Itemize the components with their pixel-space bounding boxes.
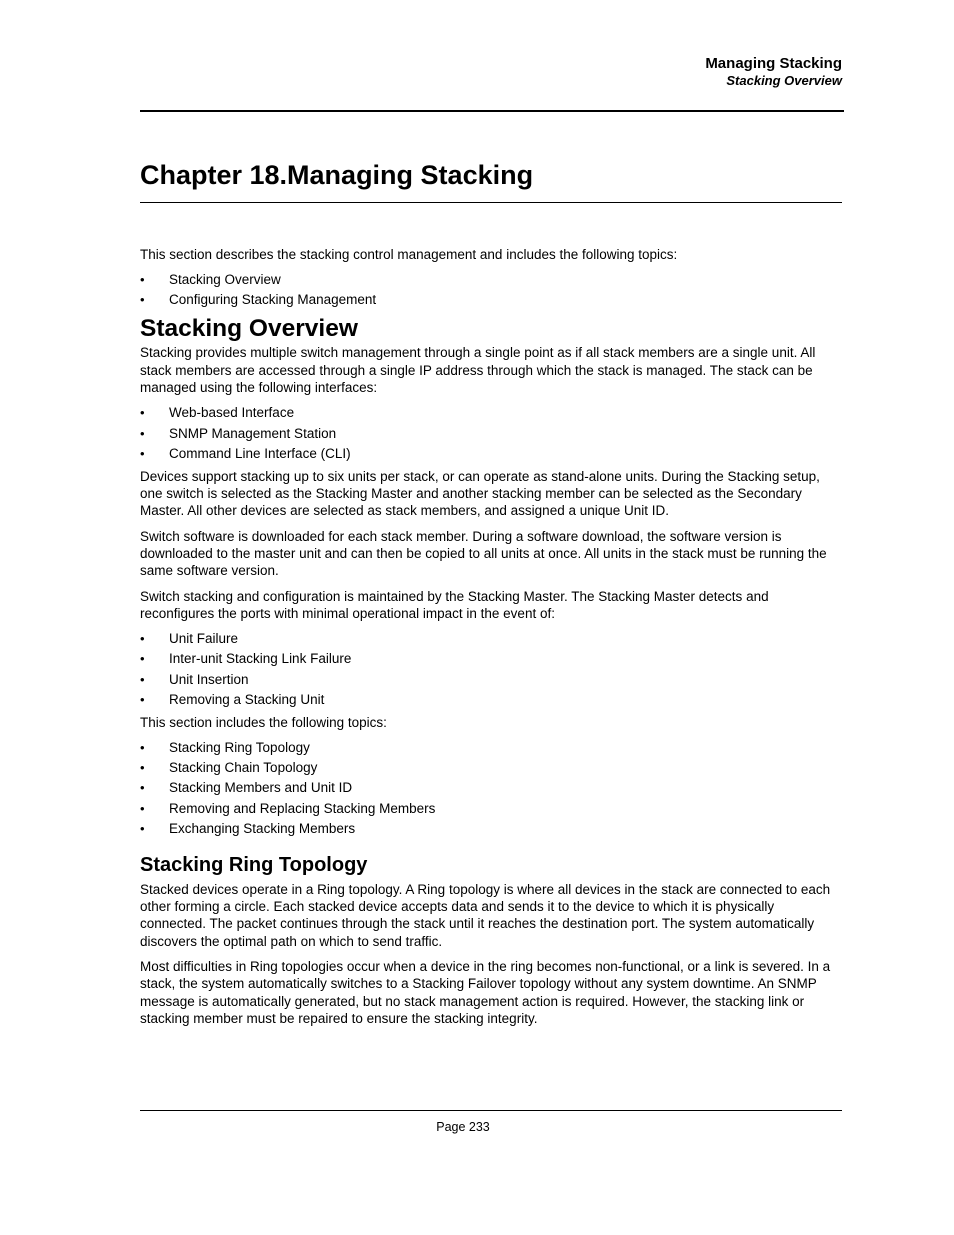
bullet-icon: • bbox=[140, 671, 145, 687]
events-list bbox=[140, 630, 842, 708]
ring-paragraph-1: Stacked devices operate in a Ring topology. A Ring topology is where all devices in the stack are connected to each other forming a circle. Each stacked device accepts data and sends it to the device to which it is physically connected. The packet continues through the stack until it reaches the destination port. The system automatically discovers the optimal path on which to send traffic. bbox=[140, 881, 831, 949]
chapter-title: Chapter 18.Managing Stacking bbox=[140, 160, 534, 190]
list-item bbox=[140, 425, 842, 442]
overview-paragraph-5: This section includes the following topics: bbox=[140, 714, 387, 730]
list-item-text: Stacking Members and Unit ID bbox=[169, 780, 353, 796]
bullet-icon: • bbox=[140, 760, 145, 776]
list-item-text: Inter-unit Stacking Link Failure bbox=[169, 651, 352, 667]
list-item bbox=[140, 800, 842, 817]
list-item-text: Unit Failure bbox=[169, 631, 239, 647]
bullet-icon: • bbox=[140, 292, 145, 308]
list-item bbox=[140, 739, 842, 756]
bullet-icon: • bbox=[140, 820, 145, 836]
bullet-icon: • bbox=[140, 272, 145, 288]
section-heading-ring-topology: Stacking Ring Topology bbox=[140, 853, 368, 876]
ring-paragraph-2: Most difficulties in Ring topologies occur when a device in the ring becomes non-functional, or a link is severed. In a stack, the system automatically switches to a Stacking Failover topology without any system downtime. An SNMP message is automatically generated, but no stack management action is required. However, the stacking link or stacking member must be repaired to ensure the stacking integrity. bbox=[140, 958, 831, 1026]
list-item bbox=[140, 671, 842, 688]
list-item-text: Command Line Interface (CLI) bbox=[169, 445, 351, 461]
list-item bbox=[140, 271, 842, 288]
list-item-text: Configuring Stacking Management bbox=[169, 292, 377, 308]
list-item bbox=[140, 650, 842, 667]
list-item-text: Removing and Replacing Stacking Members bbox=[169, 800, 436, 816]
running-header-title: Managing Stacking bbox=[705, 55, 842, 72]
bullet-icon: • bbox=[140, 651, 145, 667]
overview-paragraph-2: Devices support stacking up to six units per stack, or can operate as stand-alone units. During the Stacking setup, one switch is selected as the Stacking Master and another stacking member can be selected as the Secondary Master. All other devices are selected as stack members, and assigned a unique Unit ID. bbox=[140, 468, 820, 519]
bullet-icon: • bbox=[140, 631, 145, 647]
list-item bbox=[140, 291, 842, 308]
main-content bbox=[140, 246, 842, 1035]
bullet-icon: • bbox=[140, 739, 145, 755]
section-heading-overview: Stacking Overview bbox=[140, 315, 358, 343]
list-item bbox=[140, 630, 842, 647]
running-header-subtitle: Stacking Overview bbox=[726, 73, 842, 88]
bullet-icon: • bbox=[140, 445, 145, 461]
list-item-text: Unit Insertion bbox=[169, 671, 249, 687]
intro-paragraph: This section describes the stacking control management and includes the following topics: bbox=[140, 247, 678, 262]
list-item bbox=[140, 691, 842, 708]
footer-rule bbox=[140, 1110, 842, 1111]
overview-topic-list bbox=[140, 739, 842, 837]
running-header bbox=[705, 55, 842, 89]
overview-paragraph-4: Switch stacking and configuration is maintained by the Stacking Master. The Stacking Master detects and reconfigures the ports with minimal operational impact in the event of: bbox=[140, 588, 769, 621]
interfaces-list bbox=[140, 404, 842, 461]
bullet-icon: • bbox=[140, 691, 145, 707]
intro-topic-list bbox=[140, 271, 842, 308]
page-number: Page 233 bbox=[436, 1120, 490, 1134]
list-item-text: SNMP Management Station bbox=[169, 425, 337, 441]
list-item-text: Removing a Stacking Unit bbox=[169, 691, 325, 707]
list-item-text: Stacking Ring Topology bbox=[169, 739, 310, 755]
bullet-icon: • bbox=[140, 800, 145, 816]
bullet-icon: • bbox=[140, 425, 145, 441]
list-item bbox=[140, 445, 842, 462]
list-item-text: Stacking Chain Topology bbox=[169, 760, 318, 776]
list-item bbox=[140, 404, 842, 421]
list-item bbox=[140, 759, 842, 776]
list-item bbox=[140, 820, 842, 837]
overview-paragraph-1: Stacking provides multiple switch management through a single point as if all stack members are a single unit. All stack members are accessed through a single IP address through which the stack is managed. The stack can be managed using the following interfaces: bbox=[140, 345, 816, 396]
chapter-rule bbox=[140, 202, 842, 203]
bullet-icon: • bbox=[140, 780, 145, 796]
list-item-text: Web-based Interface bbox=[169, 405, 295, 421]
overview-paragraph-3: Switch software is downloaded for each stack member. During a software download, the software version is downloaded to the master unit and can then be copied to all units at once. All units in the stack must be running the same software version. bbox=[140, 528, 827, 579]
list-item-text: Stacking Overview bbox=[169, 272, 281, 288]
list-item-text: Exchanging Stacking Members bbox=[169, 820, 356, 836]
bullet-icon: • bbox=[140, 405, 145, 421]
header-rule bbox=[140, 110, 844, 112]
list-item bbox=[140, 779, 842, 796]
